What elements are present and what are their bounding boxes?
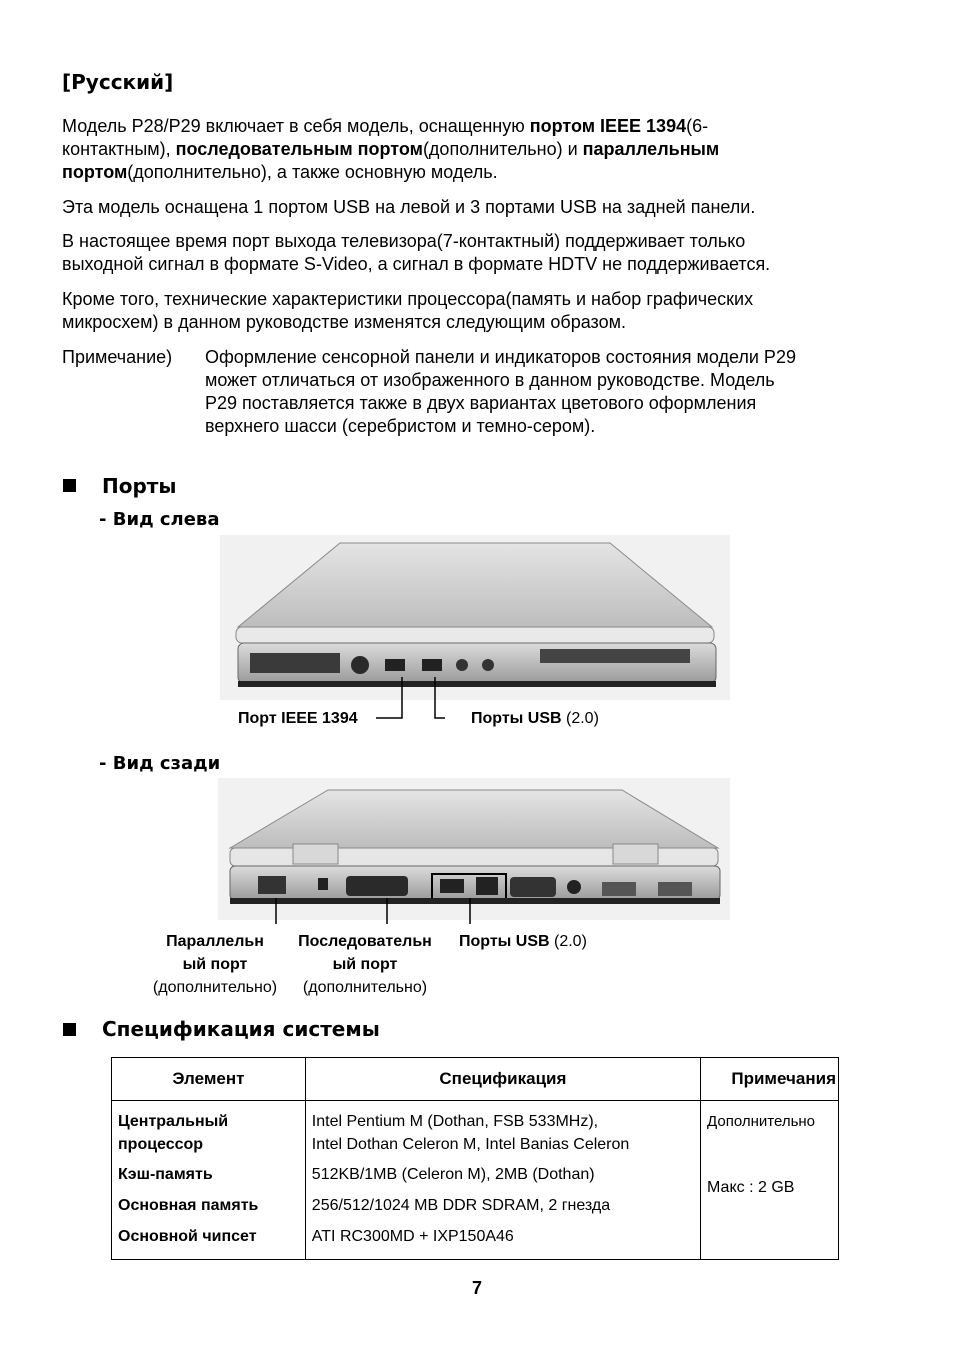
text-bold: Порты USB bbox=[471, 710, 562, 727]
label-usb-ports-left bbox=[471, 707, 599, 730]
label-parallel-port bbox=[140, 930, 290, 999]
table-row bbox=[112, 1218, 839, 1260]
text: Центральный bbox=[118, 1113, 229, 1130]
text-bold: портом IEEE 1394 bbox=[529, 116, 687, 136]
laptop-left-view-image bbox=[220, 535, 730, 700]
ports-heading: Порты bbox=[102, 474, 177, 498]
note-text bbox=[205, 346, 796, 438]
text: контактным), bbox=[62, 139, 176, 159]
intro-paragraph-1 bbox=[62, 115, 902, 184]
text-bold: параллельным bbox=[582, 139, 720, 159]
note-label: Примечание) bbox=[62, 347, 173, 367]
text: верхнего шасси (серебристом и темно-сером). bbox=[205, 416, 596, 436]
spec-heading: Спецификация системы bbox=[102, 1017, 380, 1041]
cell-spec bbox=[305, 1101, 700, 1157]
rear-view-leader-lines bbox=[270, 898, 480, 928]
cell-note: Макс : 2 GB bbox=[701, 1179, 839, 1210]
text-bold: ый порт bbox=[332, 956, 398, 973]
cell-item bbox=[112, 1101, 306, 1157]
cell-item: Основной чипсет bbox=[112, 1218, 306, 1260]
text-bold: портом bbox=[62, 162, 128, 182]
text-bold: Параллельн bbox=[166, 933, 264, 950]
language-heading: [Русский] bbox=[62, 70, 174, 94]
text: микросхем) в данном руководстве изменятся следующим образом. bbox=[62, 312, 626, 332]
intro-paragraph-3 bbox=[62, 230, 770, 276]
cell-spec: ATI RC300MD + IXP150A46 bbox=[305, 1218, 700, 1260]
text-bold: ый порт bbox=[182, 956, 248, 973]
header-item: Элемент bbox=[112, 1058, 306, 1101]
text: Intel Pentium M (Dothan, FSB 533MHz), bbox=[311, 1113, 599, 1130]
table-header-row bbox=[112, 1058, 839, 1101]
text: процессор bbox=[118, 1136, 204, 1153]
text: Кроме того, технические характеристики процессора(память и набор графических bbox=[62, 289, 754, 309]
cell-spec: 512KB/1MB (Celeron M), 2MB (Dothan) bbox=[305, 1156, 700, 1187]
text-bold: последовательным портом bbox=[175, 139, 423, 159]
page-number: 7 bbox=[471, 1278, 482, 1298]
cell-note bbox=[701, 1218, 839, 1260]
text: (дополнительно) bbox=[152, 979, 278, 996]
header-spec: Спецификация bbox=[305, 1058, 700, 1101]
bullet-square-icon bbox=[63, 1023, 76, 1036]
text: может отличаться от изображенного в данном руководстве. Модель bbox=[205, 370, 775, 390]
text-bold: Порты USB bbox=[459, 933, 550, 950]
cell-spec: 256/512/1024 MB DDR SDRAM, 2 гнезда bbox=[305, 1187, 700, 1218]
text: (дополнительно), а также основную модель. bbox=[127, 162, 498, 182]
text: (6- bbox=[686, 116, 709, 136]
label-ieee1394-port bbox=[238, 707, 358, 730]
label-serial-port bbox=[285, 930, 445, 999]
left-view-leader-lines bbox=[375, 675, 445, 723]
text: (дополнительно) bbox=[302, 979, 428, 996]
text-bold: Последовательн bbox=[298, 933, 432, 950]
left-view-title: - Вид слева bbox=[99, 509, 220, 530]
text: В настоящее время порт выхода телевизора(7-контактный) поддерживает только bbox=[62, 231, 746, 251]
text-bold: Порт IEEE 1394 bbox=[238, 710, 358, 727]
rear-view-title: - Вид сзади bbox=[99, 753, 221, 774]
text: (2.0) bbox=[549, 933, 587, 950]
text: Модель P28/P29 включает в себя модель, оснащенную bbox=[62, 116, 530, 136]
intro-paragraph-4 bbox=[62, 288, 753, 334]
text: (2.0) bbox=[561, 710, 599, 727]
cell-item: Основная память bbox=[112, 1187, 306, 1218]
cell-note: Дополнительно bbox=[701, 1101, 839, 1157]
table-row bbox=[112, 1187, 839, 1218]
header-notes: Примечания bbox=[701, 1058, 839, 1101]
text: Intel Dothan Celeron M, Intel Banias Celeron bbox=[311, 1136, 630, 1153]
label-usb-ports-rear bbox=[459, 930, 587, 953]
table-row bbox=[112, 1101, 839, 1157]
cell-item: Кэш-память bbox=[112, 1156, 306, 1187]
text: Оформление сенсорной панели и индикаторов состояния модели P29 bbox=[205, 347, 796, 367]
bullet-square-icon bbox=[63, 479, 76, 492]
spec-table bbox=[111, 1057, 839, 1260]
text: P29 поставляется также в двух вариантах цветового оформления bbox=[205, 393, 757, 413]
text: (дополнительно) и bbox=[422, 139, 583, 159]
intro-paragraph-2: Эта модель оснащена 1 портом USB на левой и 3 портами USB на задней панели. bbox=[62, 197, 756, 217]
text: выходной сигнал в формате S-Video, а сигнал в формате HDTV не поддерживается. bbox=[62, 254, 771, 274]
